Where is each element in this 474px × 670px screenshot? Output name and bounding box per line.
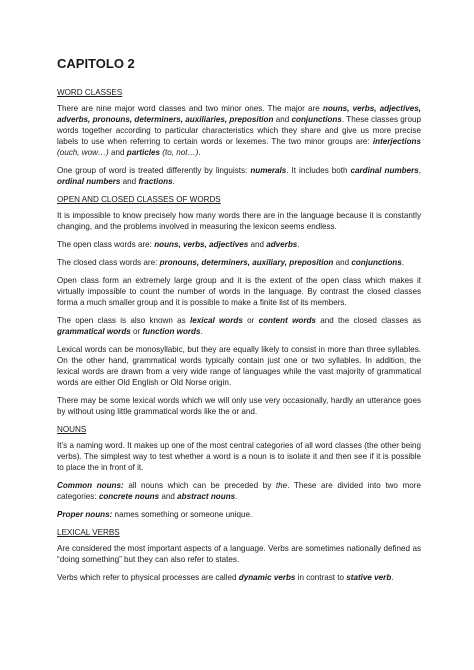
paragraph	[57, 572, 421, 583]
section-heading: LEXICAL VERBS	[57, 528, 120, 537]
paragraph	[57, 543, 421, 565]
emphasized-term: dynamic verbs	[238, 573, 296, 582]
paragraph	[57, 480, 421, 502]
text-run: names something or someone unique.	[112, 510, 253, 519]
emphasized-term: content words	[258, 316, 316, 325]
emphasized-term: Common nouns:	[57, 481, 124, 490]
paragraph	[57, 395, 421, 417]
text-run: .	[200, 327, 203, 336]
emphasized-term: pronouns, determiners, auxiliary, preposition	[159, 258, 334, 267]
text-run: and	[120, 177, 139, 186]
paragraph	[57, 257, 421, 268]
document-page	[57, 56, 421, 590]
paragraph	[57, 440, 421, 473]
emphasized-term: concrete nouns	[98, 492, 160, 501]
paragraph	[57, 210, 421, 232]
emphasized-term: grammatical words	[57, 327, 131, 336]
emphasized-term: function words	[142, 327, 201, 336]
emphasized-term: the	[275, 481, 288, 490]
text-run: all nouns which can be preceded by	[123, 481, 276, 490]
text-run: The open class words are:	[57, 240, 155, 249]
text-run: or	[130, 327, 143, 336]
text-run: It’s a naming word. It makes up one of the most central categories of all word classes (the other being verbs). The simplest way to test whether a word is a noun is to isolate it and then see if it is possible to place the in front of it.	[57, 441, 421, 472]
section-heading: OPEN AND CLOSED CLASSES OF WORDS	[57, 195, 221, 204]
text-run: .	[401, 258, 404, 267]
text-run: .	[297, 240, 300, 249]
paragraph	[57, 103, 421, 158]
text-run: or	[242, 316, 259, 325]
paragraph	[57, 275, 421, 308]
section-heading: WORD CLASSES	[57, 88, 123, 97]
text-run: Verbs which refer to physical processes are called	[57, 573, 239, 582]
text-run: . These classes group words together according to particular characteristics which they share and give us more precise labels to use when referring to certain words or lexemes. The two minor groups are:	[57, 115, 421, 146]
text-run: There are nine major word classes and two minor ones. The major are	[57, 104, 323, 113]
paragraph	[57, 165, 421, 187]
text-run: and the closed classes as	[315, 316, 422, 325]
emphasized-term: conjunctions	[351, 258, 402, 267]
text-run: One group of word is treated differently by linguists:	[57, 166, 251, 175]
emphasized-term: Proper nouns:	[57, 510, 113, 519]
text-run: Lexical words can be monosyllabic, but they are equally likely to consist in more than three syllables. On the other hand, grammatical words typically contain just one or two syllables. In addition, the lexical words are drawn from a very wide range of languages while the vast majority of grammatical words are either Old English or Old Norse origin.	[57, 345, 421, 387]
emphasized-term: interjections	[372, 137, 421, 146]
paragraph	[57, 315, 421, 337]
emphasized-term: conjunctions	[291, 115, 342, 124]
emphasized-term: fractions	[138, 177, 173, 186]
text-run: It is impossible to know precisely how many words there are in the language because it is constantly changing, and the problems involved in measuring the lexicon seems endless.	[57, 211, 421, 231]
text-run: .	[172, 177, 175, 186]
text-run: .	[198, 148, 201, 157]
document-body	[57, 87, 421, 583]
text-run: and	[273, 115, 292, 124]
emphasized-term: stative verb	[346, 573, 392, 582]
text-run: in contrast to	[295, 573, 347, 582]
emphasized-term: (ouch, wow…)	[57, 148, 109, 157]
paragraph	[57, 344, 421, 388]
emphasized-term: cardinal numbers	[350, 166, 419, 175]
text-run: and	[248, 240, 267, 249]
text-run: and	[159, 492, 178, 501]
text-run: and	[108, 148, 127, 157]
emphasized-term: nouns, verbs, adjectives, adverbs, pronouns, determiners, auxiliaries, preposition	[57, 104, 421, 124]
text-run: . These are divided into two more categories:	[57, 481, 421, 501]
text-run: The open class is also known as	[57, 316, 190, 325]
paragraph	[57, 239, 421, 250]
text-run: . It includes both	[286, 166, 351, 175]
text-run: There may be some lexical words which we will only use very occasionally, hardly an utterance goes by without using little grammatical words like the or and.	[57, 396, 421, 416]
text-run: .	[235, 492, 238, 501]
text-run: .	[391, 573, 394, 582]
emphasized-term: numerals	[250, 166, 287, 175]
emphasized-term: lexical words	[189, 316, 243, 325]
emphasized-term: nouns, verbs, adjectives	[154, 240, 249, 249]
text-run: Open class form an extremely large group and it is the extent of the open class which makes it virtually impossible to count the number of words in the language. By contrast the closed classes forma a much smaller group and it is possible to make a finite list of its members.	[57, 276, 421, 307]
emphasized-term: abstract nouns	[177, 492, 236, 501]
text-run: Are considered the most important aspects of a language. Verbs are sometimes nationally defined as “doing something” but they can also refer to states.	[57, 544, 421, 564]
text-run: and	[333, 258, 352, 267]
emphasized-term: (to, not…)	[162, 148, 199, 157]
text-run: ,	[418, 166, 421, 175]
emphasized-term: adverbs	[266, 240, 298, 249]
paragraph	[57, 509, 421, 520]
emphasized-term: particles	[126, 148, 161, 157]
text-run: The closed class words are:	[57, 258, 160, 267]
chapter-title: CAPITOLO 2	[57, 56, 135, 71]
section-heading: NOUNS	[57, 425, 87, 434]
emphasized-term: ordinal numbers	[57, 177, 121, 186]
